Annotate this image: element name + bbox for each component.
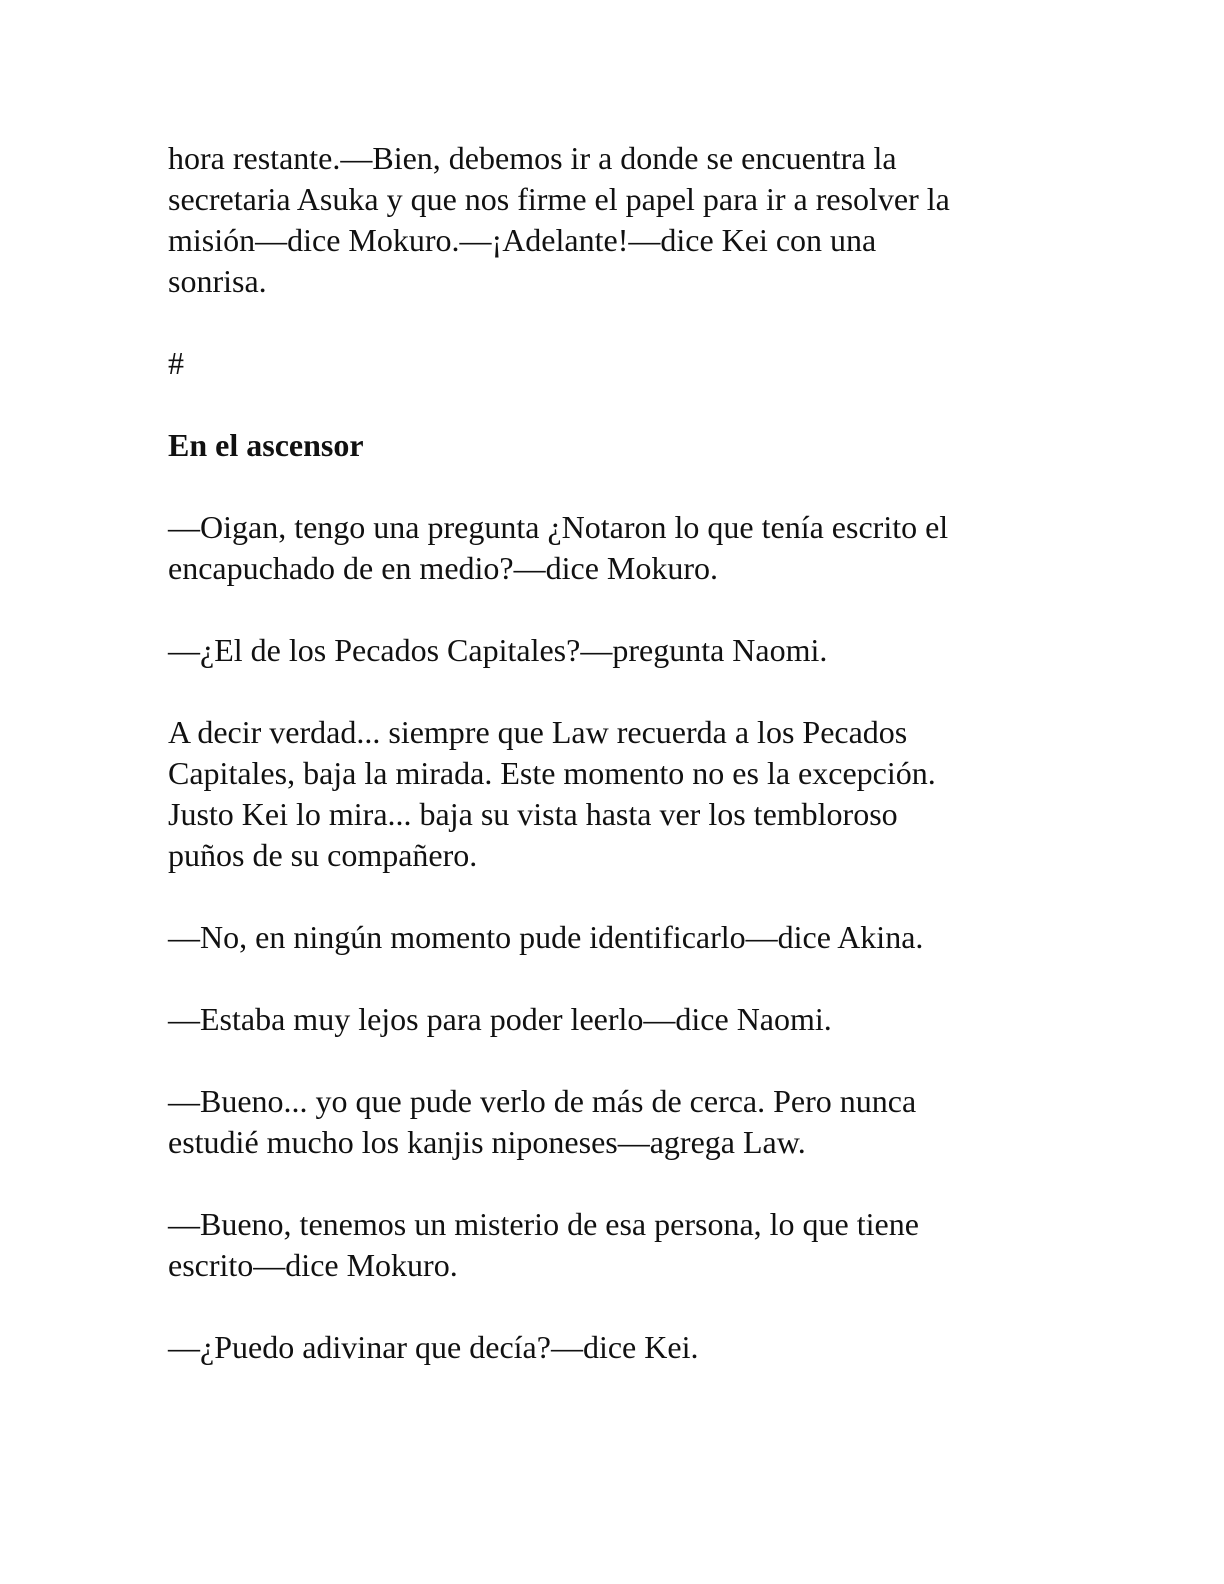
text-line: sonrisa.: [168, 263, 267, 299]
text-line: Justo Kei lo mira... baja su vista hasta ver los tembloroso: [168, 796, 898, 832]
text-line: —¿Puedo adivinar que decía?—dice Kei.: [168, 1329, 699, 1365]
text-line: —Bueno... yo que pude verlo de más de cerca. Pero nunca: [168, 1083, 917, 1119]
paragraph-narration: [168, 712, 1048, 876]
paragraph-naomi: [168, 999, 1048, 1040]
text-line: estudié mucho los kanjis niponeses—agrega Law.: [168, 1124, 806, 1160]
paragraph-opening: [168, 138, 1048, 302]
text-line: encapuchado de en medio?—dice Mokuro.: [168, 550, 719, 586]
text-line: —Oigan, tengo una pregunta ¿Notaron lo que tenía escrito el: [168, 509, 949, 545]
text-line: Capitales, baja la mirada. Este momento no es la excepción.: [168, 755, 936, 791]
paragraph-question: [168, 507, 1048, 589]
text-line: puños de su compañero.: [168, 837, 478, 873]
document-page: [168, 138, 1048, 1409]
text-line: A decir verdad... siempre que Law recuerda a los Pecados: [168, 714, 908, 750]
paragraph-law: [168, 1081, 1048, 1163]
text-line: escrito—dice Mokuro.: [168, 1247, 458, 1283]
text-line: —No, en ningún momento pude identificarlo—dice Akina.: [168, 919, 924, 955]
paragraph-naomi-question: [168, 630, 1048, 671]
paragraph-kei: [168, 1327, 1048, 1368]
text-line: —Bueno, tenemos un misterio de esa persona, lo que tiene: [168, 1206, 919, 1242]
text-line: secretaria Asuka y que nos firme el papel para ir a resolver la: [168, 181, 950, 217]
text-line: —¿El de los Pecados Capitales?—pregunta Naomi.: [168, 632, 828, 668]
text-line: —Estaba muy lejos para poder leerlo—dice Naomi.: [168, 1001, 832, 1037]
scene-separator: #: [168, 345, 184, 381]
paragraph-akina: [168, 917, 1048, 958]
section-heading: En el ascensor: [168, 427, 364, 463]
text-line: misión—dice Mokuro.—¡Adelante!—dice Kei con una: [168, 222, 877, 258]
text-line: hora restante.—Bien, debemos ir a donde se encuentra la: [168, 140, 897, 176]
paragraph-mokuro: [168, 1204, 1048, 1286]
